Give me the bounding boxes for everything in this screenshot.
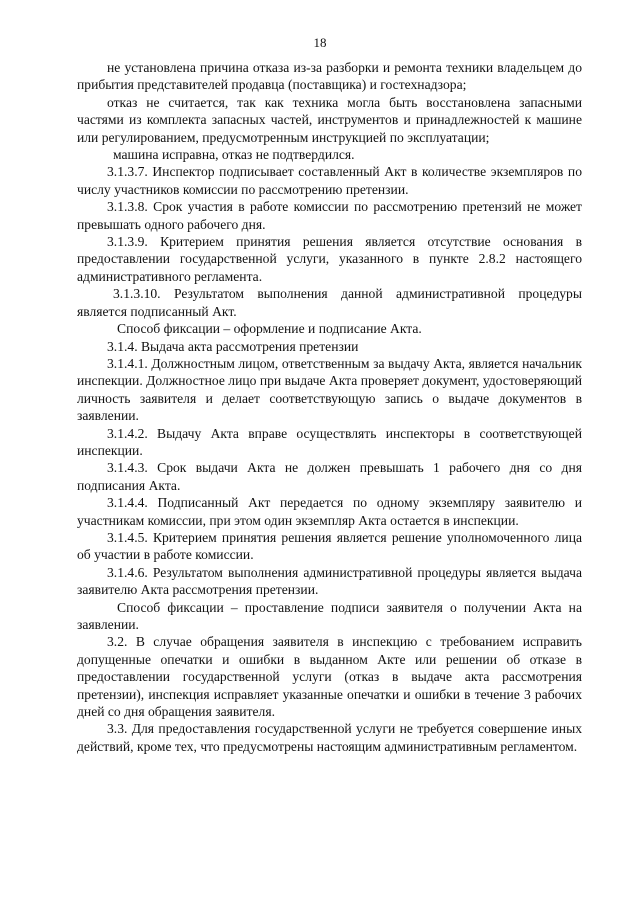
paragraph: 3.3. Для предоставления государственной услуги не требуется совершение иных действий, кроме тех, что предусмотрены настоящим административным регламентом.: [77, 721, 582, 754]
paragraph: Способ фиксации – проставление подписи заявителя о получении Акта на заявлении.: [77, 599, 582, 632]
paragraph: 3.1.4.4. Подписанный Акт передается по одному экземпляру заявителю и участникам комиссии, при этом один экземпляр Акта остается в инспекции.: [77, 495, 582, 528]
paragraph: 3.1.4.1. Должностным лицом, ответственным за выдачу Акта, является начальник инспекции. Должностное лицо при выдаче Акта проверяет документ, удостоверяющий личность заявителя и делает соответствующую запись о выдаче документов в заявлении.: [77, 355, 582, 424]
paragraph: 3.1.4.2. Выдачу Акта вправе осуществлять инспекторы в соответствующей инспекции.: [77, 425, 582, 458]
paragraph: 3.2. В случае обращения заявителя в инспекцию с требованием исправить допущенные опечатки и ошибки в выданном Акте или решении об отказе в предоставлении государственной услуги (отказ в выдаче акта рассмотрения претензии), инспекция исправляет указанные опечатки и ошибки в течение 3 рабочих дней со дня обращения заявителя.: [77, 634, 582, 720]
section-heading: 3.1.4. Выдача акта рассмотрения претензии: [107, 338, 359, 354]
paragraph: машина исправна, отказ не подтвердился.: [113, 147, 355, 163]
paragraph: 3.1.3.10. Результатом выполнения данной административной процедуры является подписанный Акт.: [77, 286, 582, 319]
paragraph: 3.1.4.5. Критерием принятия решения является решение уполномоченного лица об участии в работе комиссии.: [77, 529, 582, 563]
paragraph: 3.1.4.3. Срок выдачи Акта не должен превышать 1 рабочего дня со дня подписания Акта.: [77, 460, 582, 493]
paragraph: Способ фиксации – оформление и подписание Акта.: [117, 321, 422, 337]
paragraph: 3.1.3.9. Критерием принятия решения является отсутствие основания в предоставлении государственной услуги, указанного в пункте 2.8.2 настоящего административного регламента.: [77, 234, 582, 284]
paragraph: отказ не считается, так как техника могла быть восстановлена запасными частями из комплекта запасных частей, инструментов и принадлежностей к машине или регулированием, предусмотренным инструкцией по эксплуатации;: [77, 94, 582, 145]
paragraph: не установлена причина отказа из-за разборки и ремонта техники владельцем до прибытия представителей продавца (поставщика) и гостехнадзора;: [77, 60, 582, 93]
page-number: 18: [313, 35, 327, 50]
paragraph: 3.1.3.7. Инспектор подписывает составленный Акт в количестве экземпляров по числу участников комиссии по рассмотрению претензии.: [77, 164, 582, 197]
paragraph: 3.1.4.6. Результатом выполнения административной процедуры является выдача заявителю Акта рассмотрения претензии.: [77, 564, 582, 598]
paragraph: 3.1.3.8. Срок участия в работе комиссии по рассмотрению претензий не может превышать одного рабочего дня.: [77, 199, 582, 232]
document-body: [77, 59, 582, 755]
